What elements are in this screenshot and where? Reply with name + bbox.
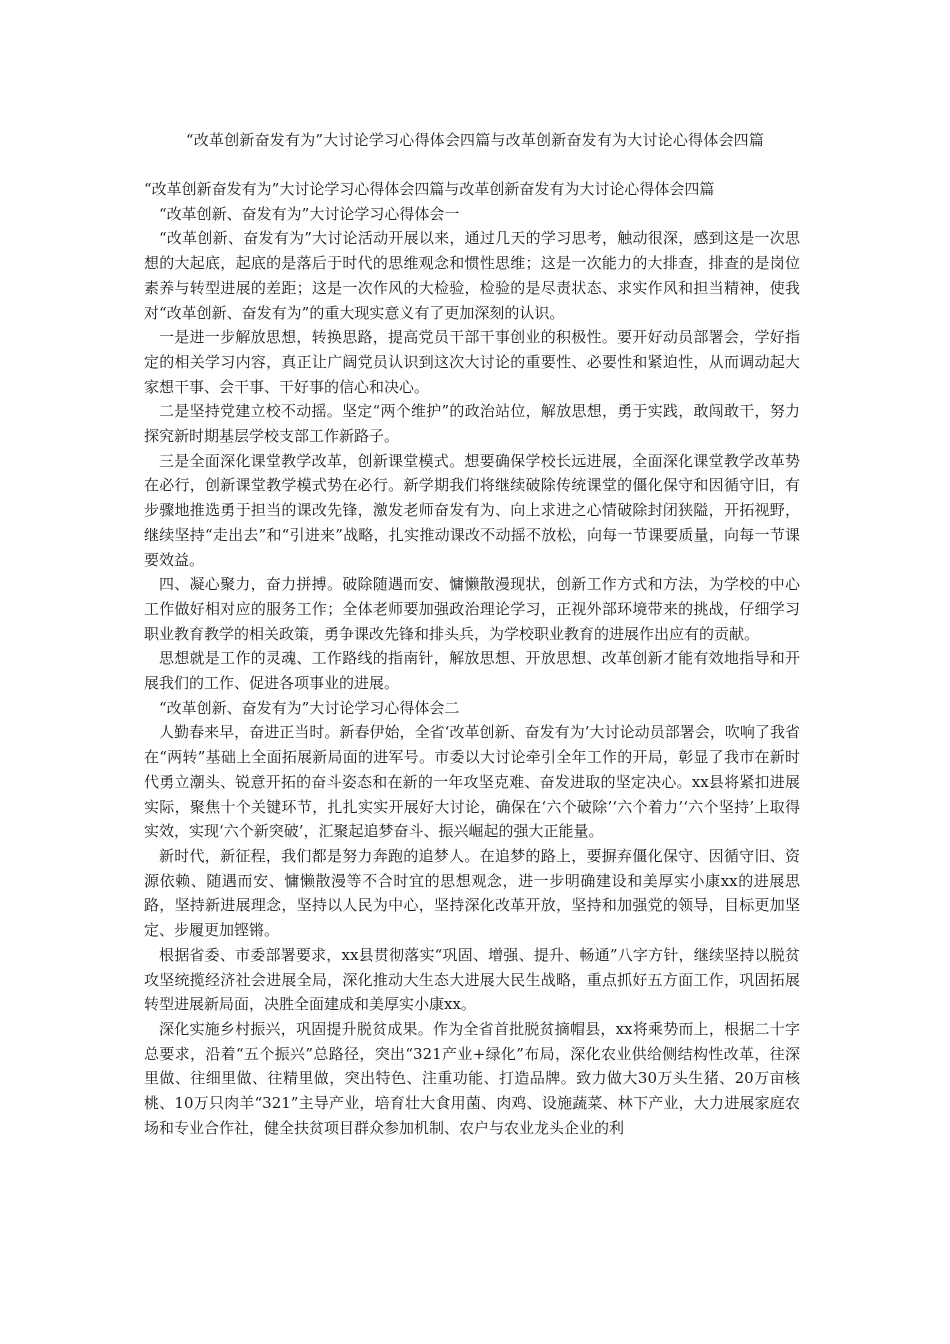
paragraph: 人勤春来早，奋进正当时。新春伊始，全省‘改革创新、奋发有为’大讨论动员部署会，吹响了我省在“两转”基础上全面拓展新局面的进军号。市委以大讨论牵引全年工作的开局，彰显了我市在新时代勇立潮头、锐意开拓的奋斗姿态和在新的一年攻坚克难、奋发进取的坚定决心。xx县将紧扣进展实际，聚焦十个关键环节，扎扎实实开展好大讨论，确保在‘六个破除’‘六个着力’‘六个坚持’上取得实效，实现‘六个新突破’，汇聚起追梦奋斗、振兴崛起的强大正能量。: [144, 723, 800, 841]
document-body: [144, 177, 800, 1140]
paragraph: 四、凝心聚力，奋力拼搏。破除随遇而安、慵懒散漫现状，创新工作方式和方法，为学校的中心工作做好相对应的服务工作；全体老师要加强政治理论学习，正视外部环境带来的挑战，仔细学习职业教育教学的相关政策，勇争课改先锋和排头兵，为学校职业教育的进展作出应有的贡献。: [144, 575, 800, 643]
paragraph: 新时代，新征程，我们都是努力奔跑的追梦人。在追梦的路上，要摒弃僵化保守、因循守旧、资源依赖、随遇而安、慵懒散漫等不合时宜的思想观念，进一步明确建设和美厚实小康xx的进展思路，坚持新进展理念，坚持以人民为中心，坚持深化改革开放，坚持和加强党的领导，目标更加坚定、步履更加铿锵。: [144, 846, 800, 940]
paragraph: 一是进一步解放思想，转换思路，提高党员干部干事创业的积极性。要开好动员部署会，学好指定的相关学习内容，真正让广阔党员认识到这次大讨论的重要性、必要性和紧迫性，从而调动起大家想干事、会干事、干好事的信心和决心。: [144, 328, 800, 396]
paragraph: 思想就是工作的灵魂、工作路线的指南针，解放思想、开放思想、改革创新才能有效地指导和开展我们的工作、促进各项事业的进展。: [144, 649, 800, 693]
paragraph: 根据省委、市委部署要求，xx县贯彻落实“巩固、增强、提升、畅通”八字方针，继续坚持以脱贫攻坚统揽经济社会进展全局，深化推动大生态大进展大民生战略，重点抓好五方面工作，巩固拓展转型进展新局面，决胜全面建成和美厚实小康xx。: [144, 945, 800, 1014]
section-title-1: “改革创新、奋发有为”大讨论学习心得体会一: [159, 204, 460, 223]
section-title-2: “改革创新、奋发有为”大讨论学习心得体会二: [159, 698, 460, 717]
paragraph: 二是坚持党建立校不动摇。坚定“两个维护”的政治站位，解放思想，勇于实践，敢闯敢干，努力探究新时期基层学校支部工作新路子。: [144, 402, 800, 446]
document-title: “改革创新奋发有为”大讨论学习心得体会四篇与改革创新奋发有为大讨论心得体会四篇: [185, 131, 765, 149]
paragraph: 深化实施乡村振兴，巩固提升脱贫成果。作为全省首批脱贫摘帽县，xx将乘势而上，根据二十字总要求，沿着“五个振兴”总路径，突出“321产业+绿化”布局，深化农业供给侧结构性改革，往深里做、往细里做、往精里做，突出特色、注重功能、打造品牌。致力做大30万头生猪、20万亩核桃、10万只肉羊“321”主导产业，培育壮大食用菌、肉鸡、设施蔬菜、林下产业，大力进展家庭农场和专业合作社，健全扶贫项目群众参加机制、农户与农业龙头企业的利: [144, 1019, 800, 1137]
paragraph: 三是全面深化课堂教学改革，创新课堂模式。想要确保学校长远进展，全面深化课堂教学改革势在必行，创新课堂教学模式势在必行。新学期我们将继续破除传统课堂的僵化保守和因循守旧，有步骤地推选勇于担当的课改先锋，激发老师奋发有为、向上求进之心情破除封闭狭隘，开拓视野，继续坚持“走出去”和“引进来”战略，扎实推动课改不动摇不放松，向每一节课要质量，向每一节课要效益。: [144, 451, 800, 569]
document-heading: “改革创新奋发有为”大讨论学习心得体会四篇与改革创新奋发有为大讨论心得体会四篇: [144, 180, 715, 198]
paragraph: “改革创新、奋发有为”大讨论活动开展以来，通过几天的学习思考，触动很深，感到这是一次思想的大起底，起底的是落后于时代的思维观念和惯性思维；这是一次能力的大排查，排查的是岗位素养与转型进展的差距；这是一次作风的大检验，检验的是尽责状态、求实作风和担当精神，使我对“改革创新、奋发有为”的重大现实意义有了更加深刻的认识。: [144, 229, 800, 322]
